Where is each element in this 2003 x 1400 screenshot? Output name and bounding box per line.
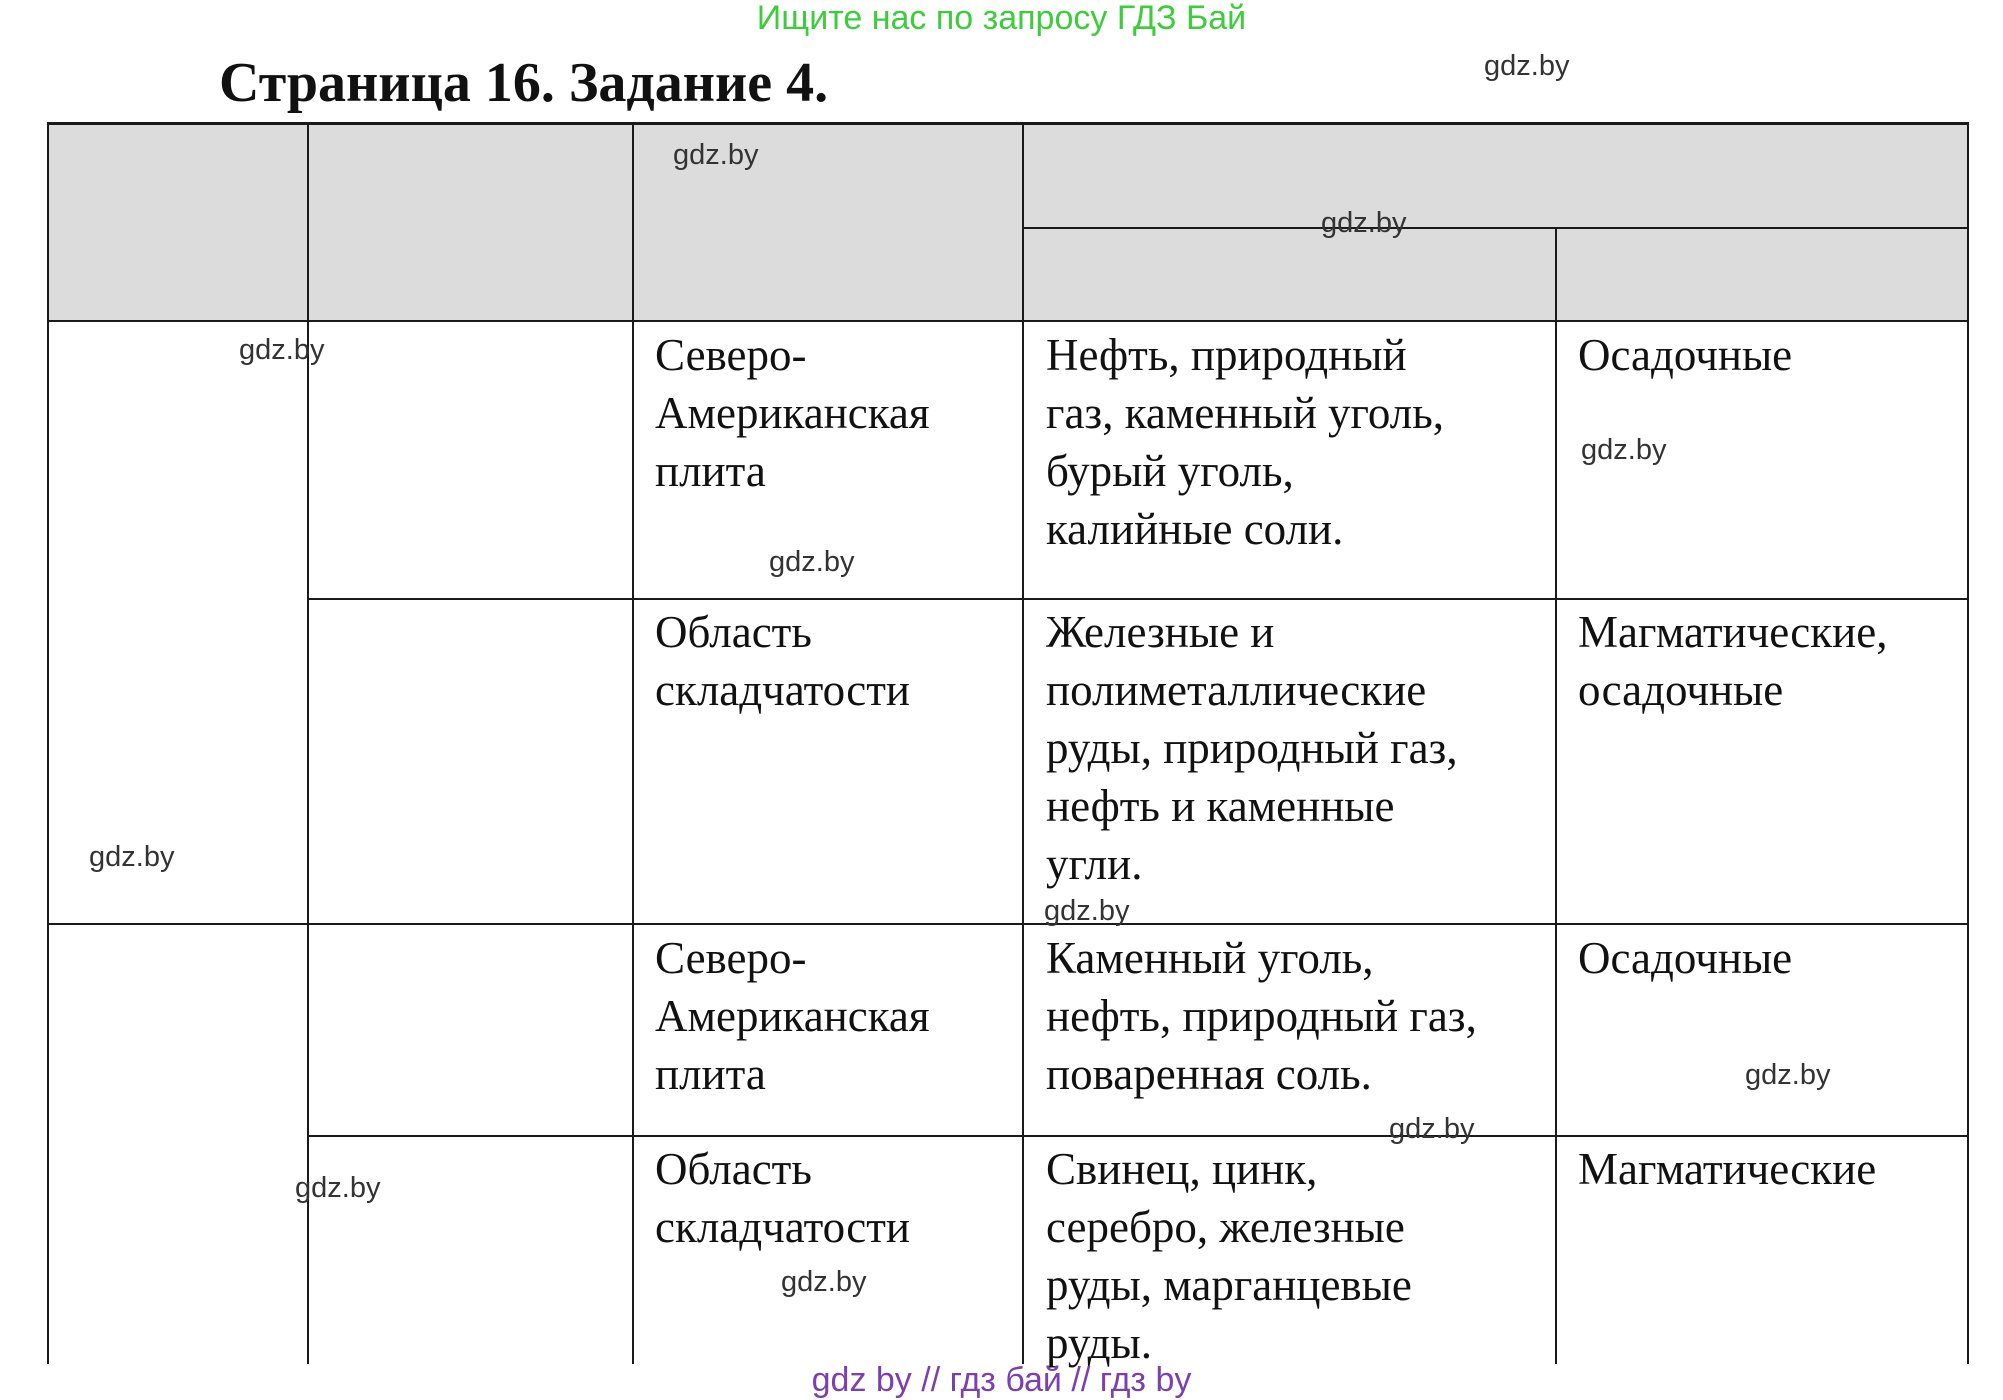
watermark: gdz.by — [1389, 1113, 1475, 1145]
table-header — [47, 124, 1967, 322]
watermark: gdz.by — [769, 546, 855, 578]
table-cell-rocks: Осадочные — [1578, 933, 1793, 983]
row-divider — [47, 923, 1969, 925]
watermark: gdz.by — [1745, 1059, 1831, 1091]
table-cell-rocks: Осадочные — [1578, 330, 1793, 380]
column-divider — [1555, 227, 1557, 1364]
row-divider — [308, 1135, 1969, 1137]
watermark: gdz.by — [1044, 895, 1130, 927]
table-border-left — [47, 122, 49, 1364]
table-cell-structure: Область складчатости — [655, 607, 911, 715]
watermark: gdz.by — [1321, 207, 1407, 239]
watermark: gdz.by — [239, 334, 325, 366]
table-border-right — [1967, 122, 1969, 1364]
table-cell-structure: Северо- Американская плита — [655, 330, 930, 496]
table-cell-structure: Область складчатости — [655, 1144, 911, 1252]
table-cell-minerals: Свинец, цинк, серебро, железные руды, марганцевые руды. — [1046, 1144, 1412, 1368]
row-divider — [308, 598, 1969, 600]
table-cell-minerals: Нефть, природный газ, каменный уголь, бурый уголь, калийные соли. — [1046, 330, 1445, 554]
table-cell-rocks: Магматические — [1578, 1144, 1877, 1194]
column-divider — [1022, 122, 1024, 1364]
watermark: gdz.by — [295, 1172, 381, 1204]
column-divider — [632, 122, 634, 1364]
table-cell-rocks: Магматические, осадочные — [1578, 607, 1888, 715]
table-cell-minerals: Железные и полиметаллические руды, природный газ, нефть и каменные угли. — [1046, 607, 1458, 889]
header-subdivider — [1023, 227, 1969, 229]
table-border-top — [47, 122, 1969, 125]
watermark: gdz.by — [781, 1266, 867, 1298]
page-title: Страница 16. Задание 4. — [219, 52, 829, 114]
header-bottom-border — [47, 320, 1969, 322]
table-cell-structure: Северо- Американская плита — [655, 933, 930, 1099]
footer-watermark: gdz by // гдз бай // гдз by — [811, 1361, 1192, 1399]
watermark: gdz.by — [1581, 434, 1667, 466]
table-cell-minerals: Каменный уголь, нефть, природный газ, поваренная соль. — [1046, 933, 1477, 1099]
watermark: gdz.by — [89, 841, 175, 873]
watermark: gdz.by — [673, 139, 759, 171]
watermark: gdz.by — [1484, 50, 1570, 82]
search-banner: Ищите нас по запросу ГДЗ Бай — [756, 0, 1247, 37]
